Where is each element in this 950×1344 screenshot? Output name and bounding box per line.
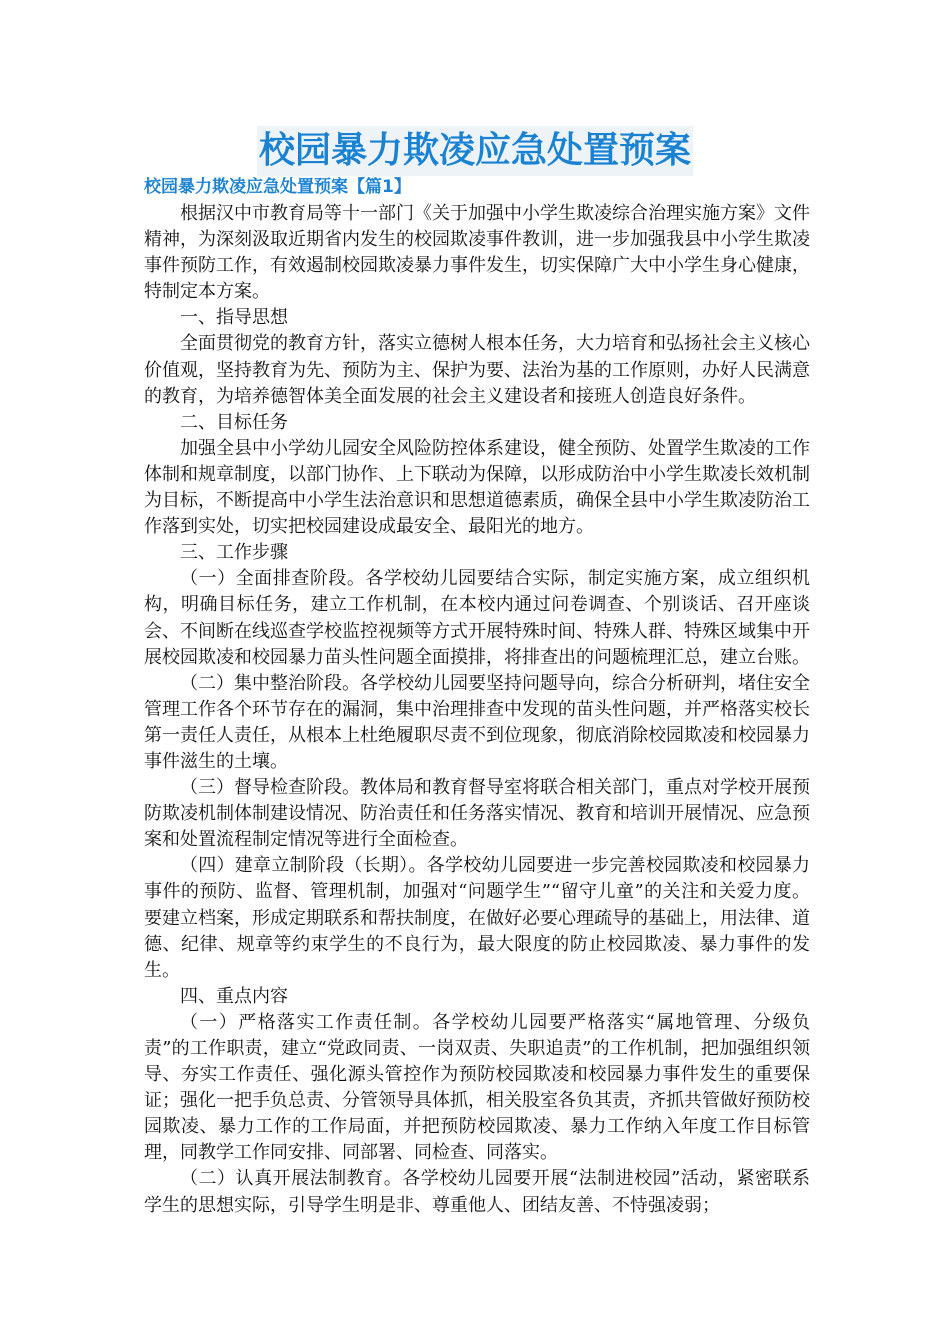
section-subtitle: 校园暴力欺凌应急处置预案【篇1】 <box>144 177 411 197</box>
paragraph: （一）全面排查阶段。各学校幼儿园要结合实际，制定实施方案，成立组织机构，明确目标任务，建立工作机制，在本校内通过问卷调查、个别谈话、召开座谈会、不间断在线巡查学校监控视频等方式开展特殊时间、特殊人群、特殊区域集中开展校园欺凌和校园暴力苗头性问题全面摸排，将排查出的问题梳理汇总，建立台账。 <box>144 568 810 668</box>
section-heading: 四、重点内容 <box>180 985 288 1007</box>
section-heading: 一、指导思想 <box>180 307 288 329</box>
section-heading: 二、目标任务 <box>180 411 288 433</box>
paragraph: 根据汉中市教育局等十一部门《关于加强中小学生欺凌综合治理实施方案》文件精神，为深刻汲取近期省内发生的校园欺凌事件教训，进一步加强我县中小学生欺凌事件预防工作，有效遏制校园欺凌暴力事件发生，切实保障广大中小学生身心健康，特制定本方案。 <box>144 203 810 303</box>
document-title: 校园暴力欺凌应急处置预案 <box>257 126 693 176</box>
document-title-wrap <box>0 126 950 176</box>
section-heading: 三、工作步骤 <box>180 542 288 564</box>
paragraph: 全面贯彻党的教育方针，落实立德树人根本任务，大力培育和弘扬社会主义核心价值观，坚持教育为先、预防为主、保护为要、法治为基的工作原则，办好人民满意的教育，为培养德智体美全面发展的社会主义建设者和接班人创造良好条件。 <box>144 333 810 407</box>
paragraph: （三）督导检查阶段。教体局和教育督导室将联合相关部门，重点对学校开展预防欺凌机制体制建设情况、防治责任和任务落实情况、教育和培训开展情况、应急预案和处置流程制定情况等进行全面检查。 <box>144 777 810 851</box>
document-body <box>144 201 810 1219</box>
paragraph: （二）集中整治阶段。各学校幼儿园要坚持问题导向，综合分析研判，堵住安全管理工作各个环节存在的漏洞，集中治理排查中发现的苗头性问题，并严格落实校长第一责任人责任，从根本上杜绝履职尽责不到位现象，彻底消除校园欺凌和校园暴力事件滋生的土壤。 <box>144 672 810 772</box>
paragraph: （二）认真开展法制教育。各学校幼儿园要开展“法制进校园”活动，紧密联系学生的思想实际，引导学生明是非、尊重他人、团结友善、不恃强凌弱； <box>144 1168 810 1216</box>
paragraph: 加强全县中小学幼儿园安全风险防控体系建设，健全预防、处置学生欺凌的工作体制和规章制度，以部门协作、上下联动为保障，以形成防治中小学生欺凌长效机制为目标，不断提高中小学生法治意识和思想道德素质，确保全县中小学生欺凌防治工作落到实处，切实把校园建设成最安全、最阳光的地方。 <box>144 437 810 538</box>
paragraph: （一）严格落实工作责任制。各学校幼儿园要严格落实“属地管理、分级负责”的工作职责，建立“党政同责、一岗双责、失职追责”的工作机制，把加强组织领导、夯实工作责任、强化源头管控作为预防校园欺凌和校园暴力事件发生的重要保证；强化一把手负总责、分管领导具体抓，相关股室各负其责，齐抓共管做好预防校园欺凌、暴力工作的工作局面，并把预防校园欺凌、暴力工作纳入年度工作目标管理，同教学工作同安排、同部署、同检查、同落实。 <box>144 1011 810 1164</box>
paragraph: （四）建章立制阶段（长期）。各学校幼儿园要进一步完善校园欺凌和校园暴力事件的预防、监督、管理机制，加强对“问题学生”“留守儿童”的关注和关爱力度。要建立档案，形成定期联系和帮扶制度，在做好必要心理疏导的基础上，用法律、道德、纪律、规章等约束学生的不良行为，最大限度的防止校园欺凌、暴力事件的发生。 <box>144 855 810 981</box>
